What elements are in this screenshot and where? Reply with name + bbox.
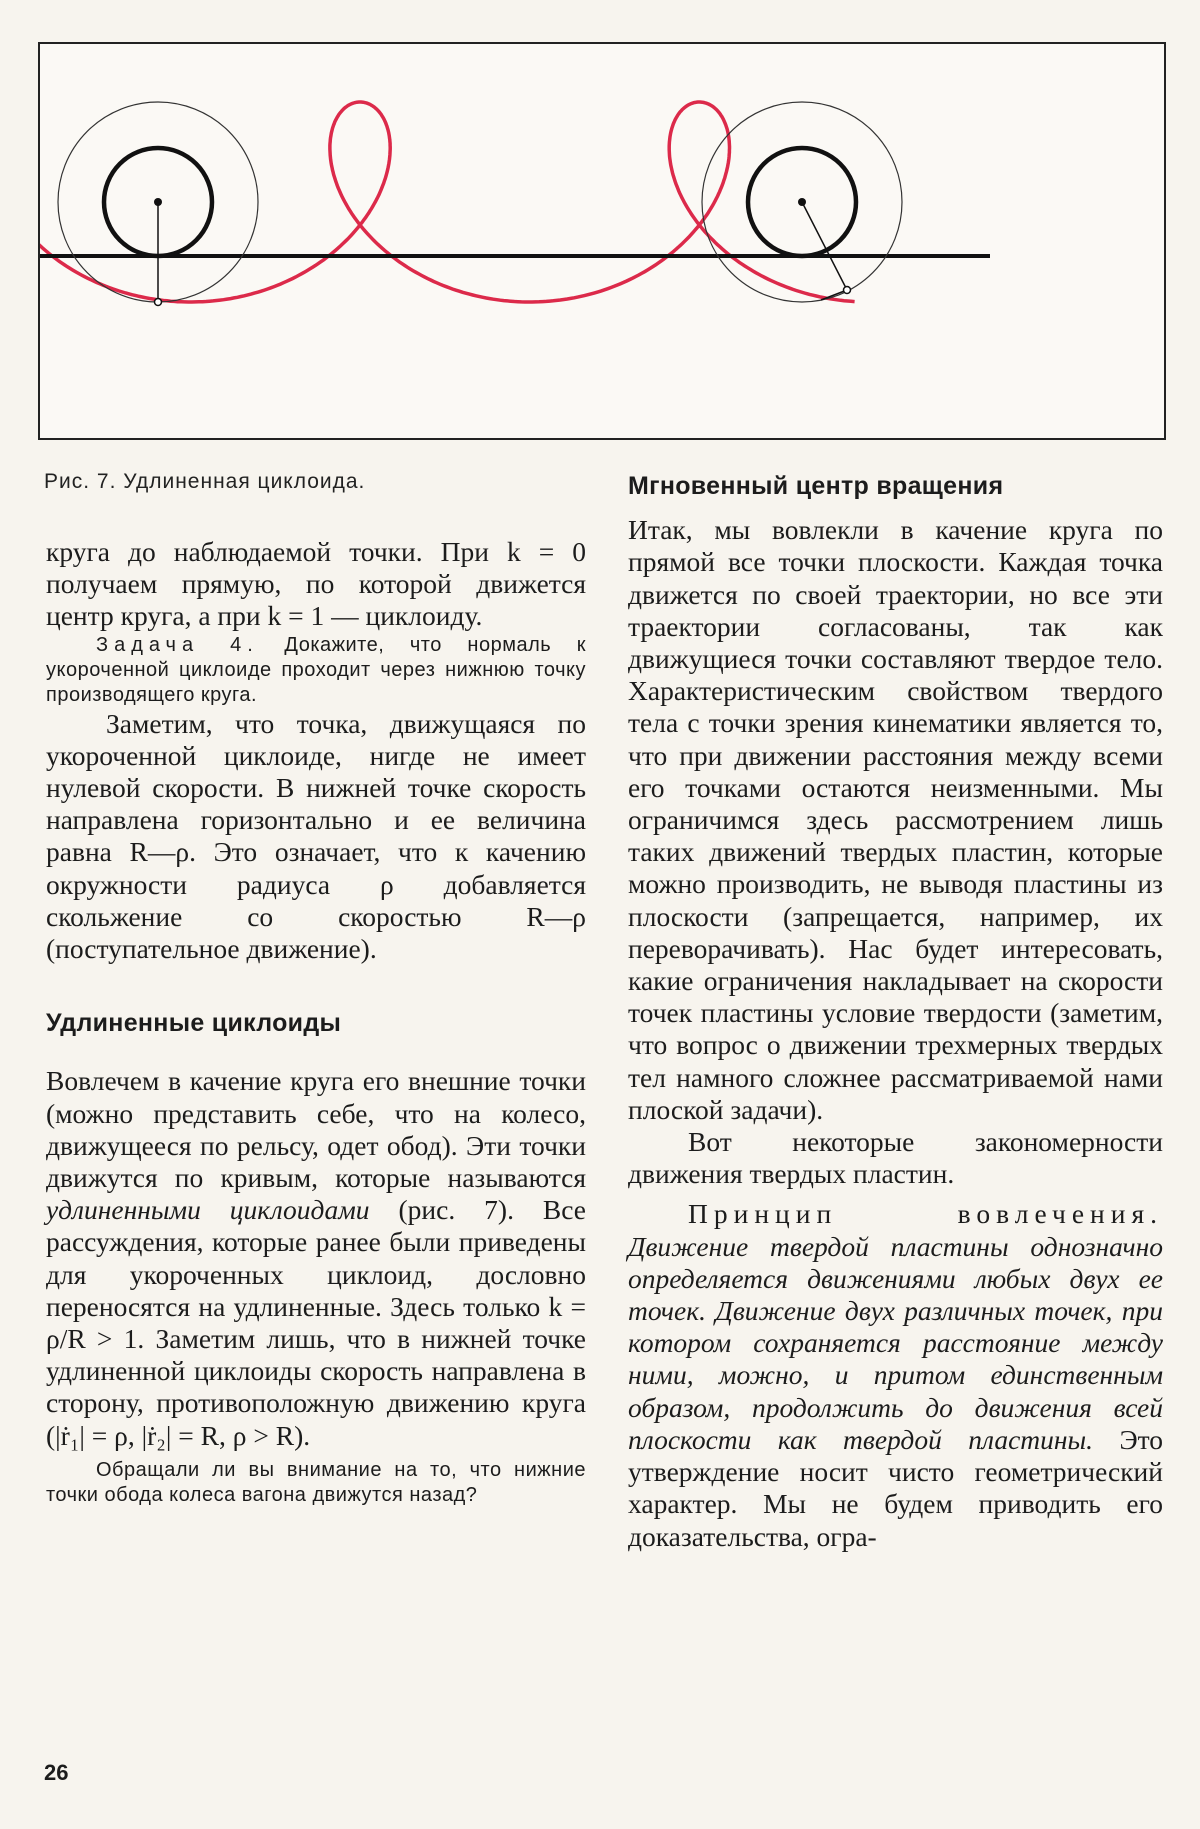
cycloid-diagram bbox=[40, 44, 1168, 442]
tracing-point-left bbox=[155, 299, 162, 306]
paragraph: Заметим, что точка, движущаяся по укороченной циклоиде, нигде не имеет нулевой скорости. В нижней точке скорость направлена горизонтально и ее величина равна R—ρ. Это означает, что к качению окружности радиуса ρ добавляется скольжение со скоростью R—ρ (поступательное движение). bbox=[46, 707, 586, 965]
tracing-point-right bbox=[844, 287, 851, 294]
page-number: 26 bbox=[44, 1760, 69, 1785]
paragraph: круга до наблюдаемой точки. При k = 0 получаем прямую, по которой движется центр круга, а при k = 1 — циклоиду. bbox=[46, 536, 586, 632]
prolate-cycloid-curve bbox=[40, 102, 855, 302]
principle bbox=[628, 1198, 1163, 1552]
text: Это утверждение носит чисто геометрический характер. Мы не будем приводить его доказательства, огра- bbox=[628, 1423, 1164, 1552]
question: Обращали ли вы внимание на то, что нижние точки обода колеса вагона движутся назад? bbox=[46, 1458, 586, 1506]
center-point-right bbox=[798, 198, 806, 206]
principle-text: Движение твердой пластины однозначно определяется движениями любых двух ее точек. Движение двух различных точек, при котором сохраняется расстояние между ними, можно, и притом единственным образом, продолжить до движения всей плоскости как твердой пластины. bbox=[628, 1230, 1163, 1455]
term: удлиненными циклоидами bbox=[46, 1194, 370, 1226]
text: (рис. 7). Все рассуждения, которые ранее были приведены для укороченных циклоид, дословно переносятся на удлиненные. Здесь только k = ρ/R > 1. Заметим лишь, что в нижней точке удлиненной циклоиды скорость направлена в сторону, противоположную движению круга (|ṙ₁| = ρ, |ṙ₂| = R, ρ > R). bbox=[46, 1194, 586, 1451]
task-text: Докажите, что нормаль к укороченной циклоиде проходит через нижнюю точку производящего круга. bbox=[46, 633, 586, 706]
center-point-left bbox=[154, 198, 162, 206]
figure-prolate-cycloid bbox=[38, 42, 1166, 440]
left-column bbox=[46, 536, 586, 1508]
paragraph bbox=[46, 1065, 586, 1451]
task-4 bbox=[46, 633, 586, 708]
text: Вовлечем в качение круга его внешние точки (можно представить себе, что на колесо, движущееся по рельсу, одет обод). Эти точки движутся по кривым, которые называются bbox=[46, 1065, 586, 1194]
paragraph: Итак, мы вовлекли в качение круга по прямой все точки плоскости. Каждая точка движется по своей траектории, но все эти траектории согласованы, так как движущиеся точки составляют твердое тело. Характеристическим свойством твердого тела с точки зрения кинематики является то, что при движении расстояния между всеми его точками остаются неизменными. Мы ограничимся здесь рассмотрением лишь таких движений твердых пластин, которые можно производить, не выводя пластины из плоскости (запрещается, например, их переворачивать). Нас будет интересовать, какие ограничения накладывает на скорости точек пластины условие твердости (заметим, что вопрос о движении трехмерных твердых тел намного сложнее рассматриваемой нами плоской задачи). bbox=[628, 514, 1163, 1125]
right-column bbox=[628, 458, 1163, 1553]
task-label: Задача 4. bbox=[96, 633, 259, 656]
radius-right bbox=[802, 202, 847, 290]
principle-label: Принцип вовлечения. bbox=[688, 1198, 1163, 1230]
section-heading: Мгновенный центр вращения bbox=[628, 472, 1004, 500]
figure-caption: Рис. 7. Удлиненная циклоида. bbox=[44, 470, 366, 493]
paragraph: Вот некоторые закономерности движения твердых пластин. bbox=[628, 1126, 1163, 1190]
section-heading: Удлиненные циклоиды bbox=[46, 1009, 342, 1038]
